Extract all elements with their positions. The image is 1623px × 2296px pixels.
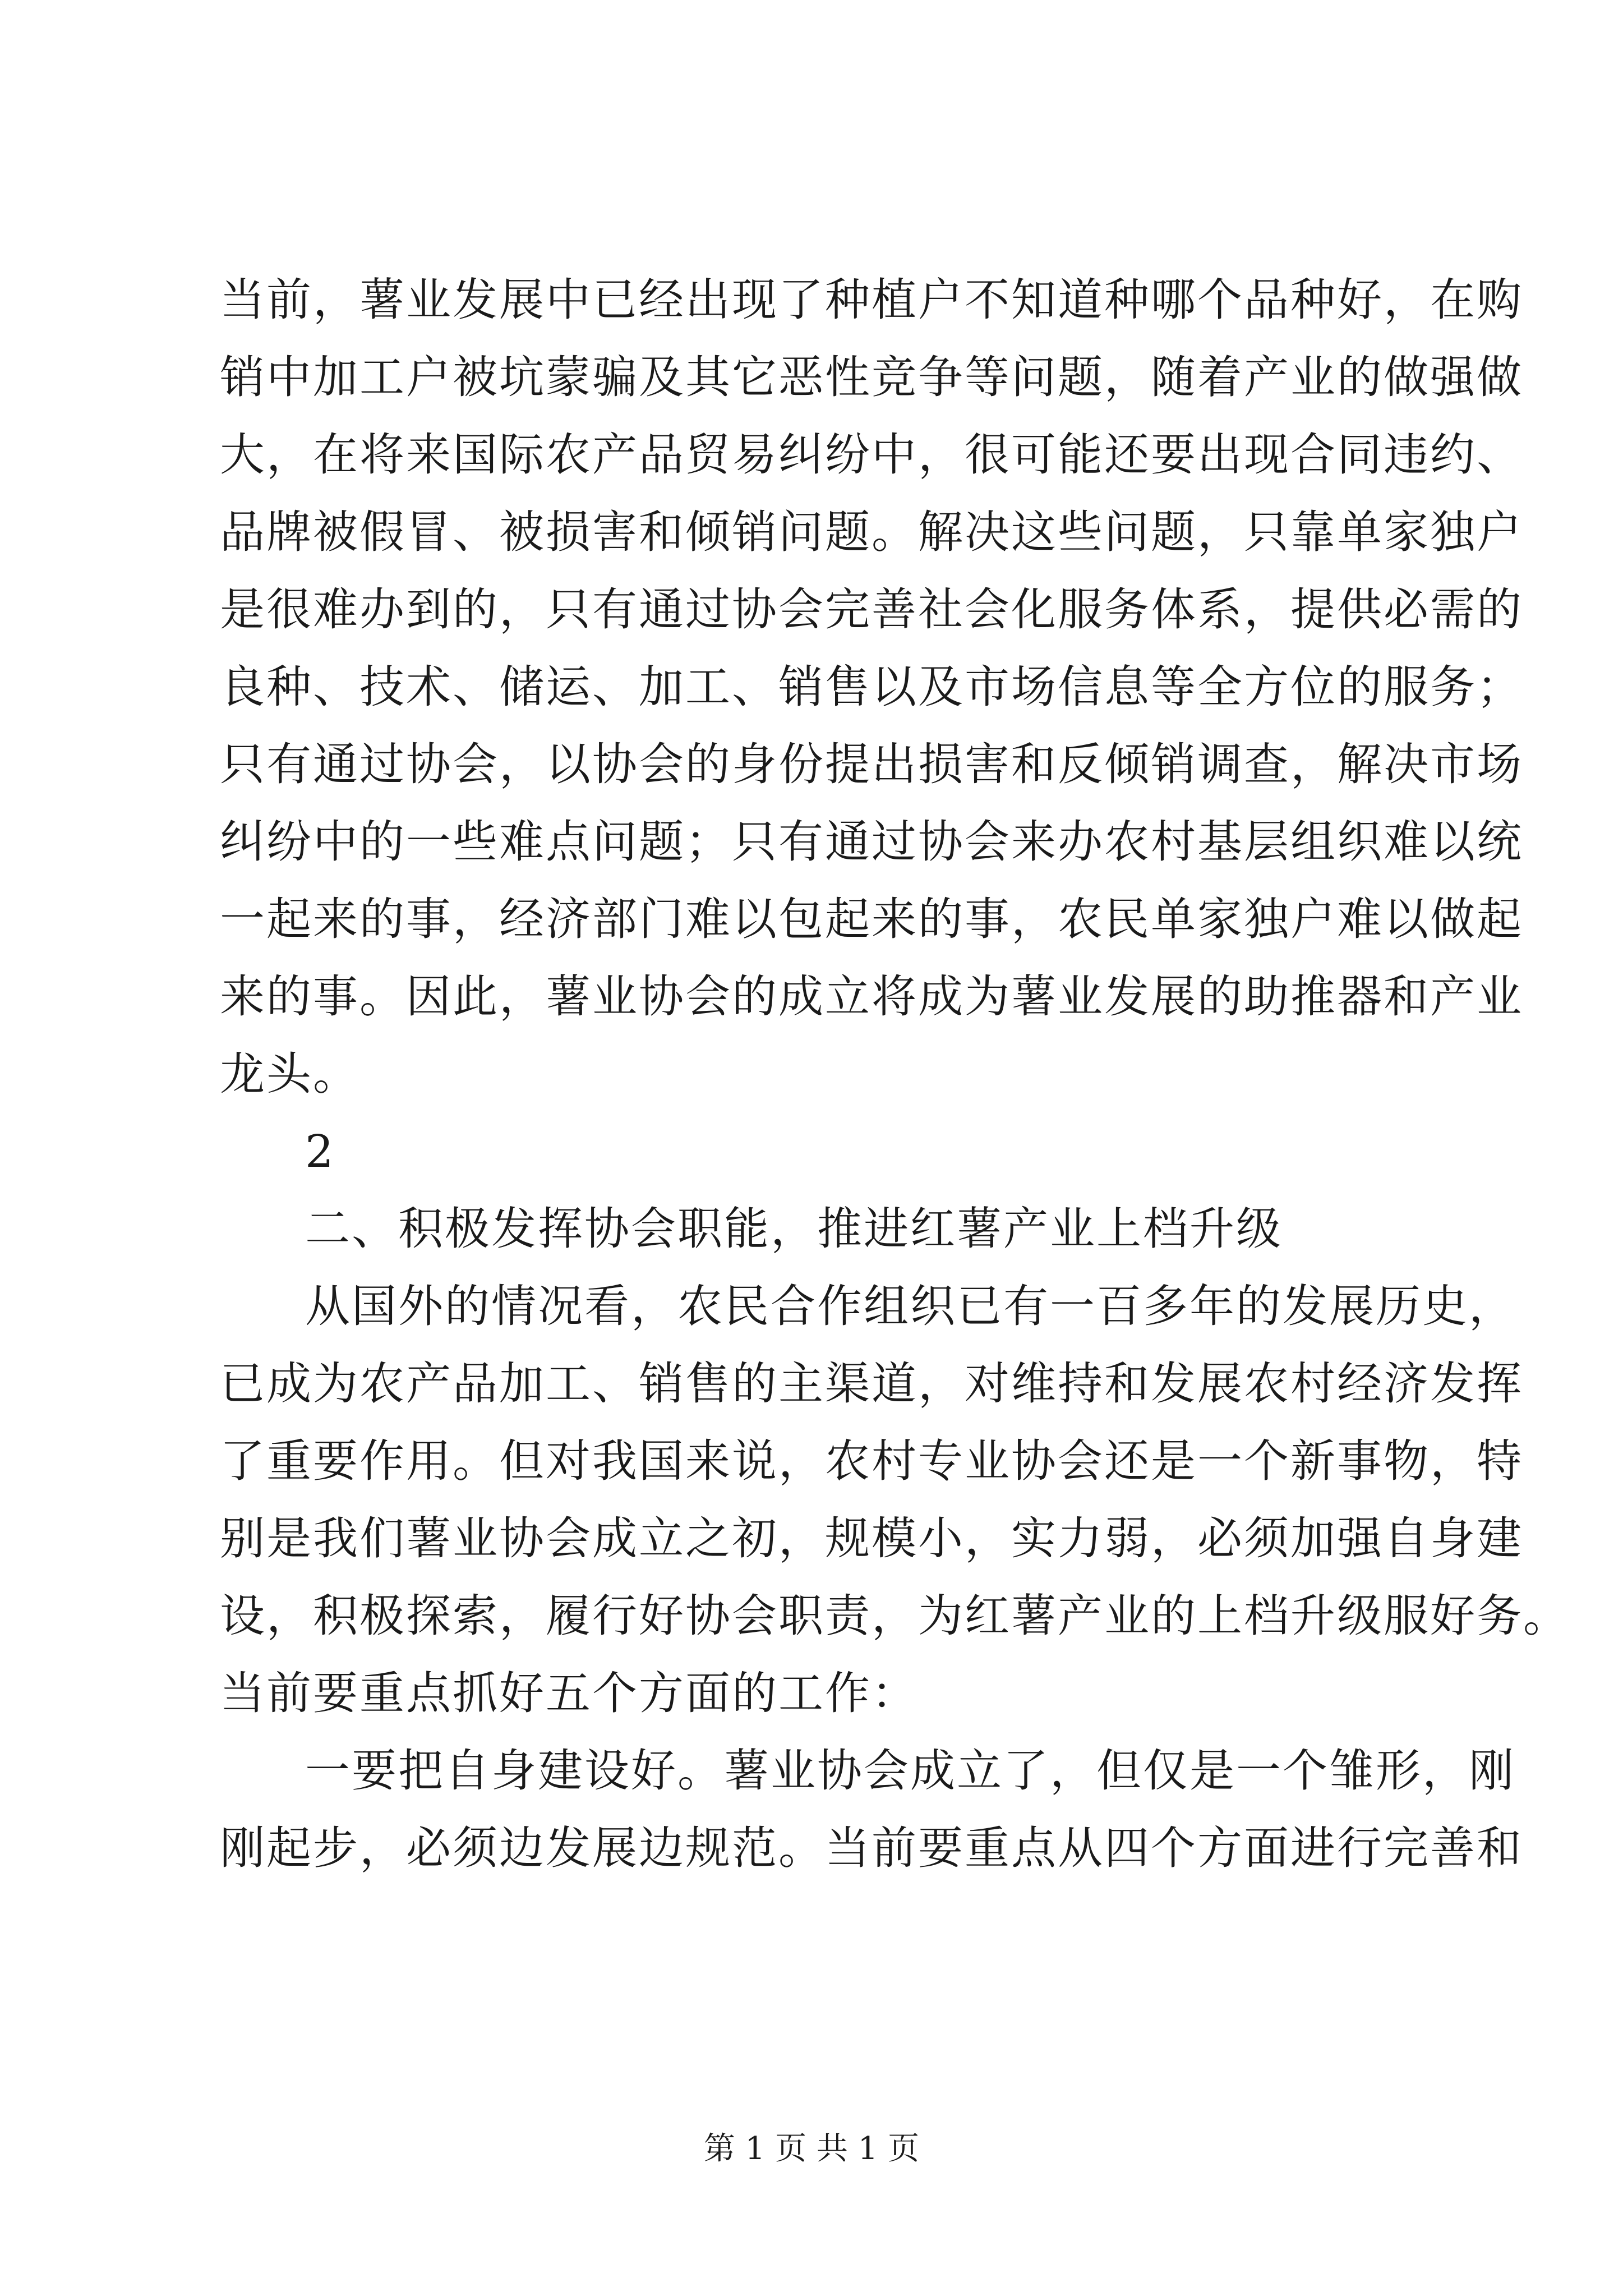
text-line: 大，在将来国际农产品贸易纠纷中，很可能还要出现合同违约、 [220,429,1523,481]
document-body [220,261,1570,1887]
text-line: 是很难办到的，只有通过协会完善社会化服务体系，提供必需的 [220,583,1523,636]
page-footer: 第 1 页 共 1 页 [703,2131,920,2167]
text-line: 从国外的情况看，农民合作组织已有一百多年的发展历史， [305,1280,1515,1332]
text-line: 良种、技术、储运、加工、销售以及市场信息等全方位的服务； [220,661,1523,713]
text-line: 只有通过协会，以协会的身份提出损害和反倾销调查，解决市场 [220,738,1523,790]
text-line: 纠纷中的一些难点问题；只有通过协会来办农村基层组织难以统 [220,816,1523,868]
text-line: 品牌被假冒、被损害和倾销问题。解决这些问题，只靠单家独户 [220,506,1523,558]
text-line: 设，积极探索，履行好协会职责，为红薯产业的上档升级服好务。 [220,1590,1570,1642]
text-line: 销中加工户被坑蒙骗及其它恶性竞争等问题，随着产业的做强做 [220,351,1523,403]
text-line: 当前，薯业发展中已经出现了种植户不知道种哪个品种好，在购 [220,274,1523,326]
text-line: 一要把自身建设好。薯业协会成立了，但仅是一个雏形，刚 [305,1745,1515,1797]
text-line: 已成为农产品加工、销售的主渠道，对维持和发展农村经济发挥 [220,1358,1523,1410]
section-number: 2 [305,1125,335,1177]
text-line: 刚起步，必须边发展边规范。当前要重点从四个方面进行完善和 [220,1822,1523,1874]
text-line: 别是我们薯业协会成立之初，规模小，实力弱，必须加强自身建 [220,1512,1523,1565]
text-line: 了重要作用。但对我国来说，农村专业协会还是一个新事物，特 [220,1435,1523,1487]
text-line: 一起来的事，经济部门难以包起来的事，农民单家独户难以做起 [220,893,1523,945]
section-heading: 二、积极发挥协会职能，推进红薯产业上档升级 [305,1203,1283,1255]
text-line: 来的事。因此，薯业协会的成立将成为薯业发展的助推器和产业 [220,970,1523,1023]
text-line: 当前要重点抓好五个方面的工作： [220,1667,918,1719]
text-line: 龙头。 [220,1048,359,1100]
